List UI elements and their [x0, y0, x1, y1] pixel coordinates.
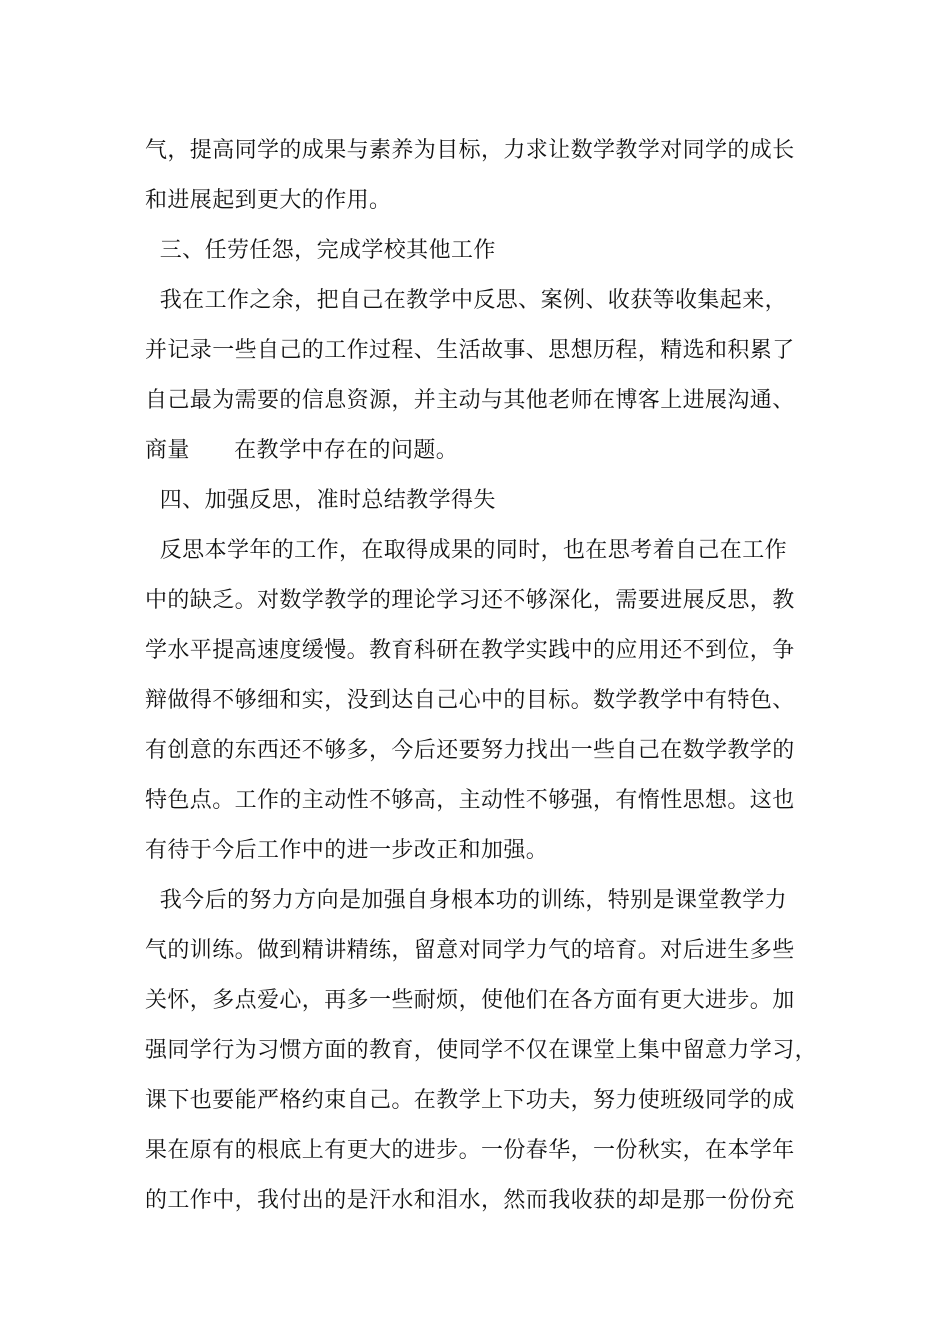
text-line: 有创意的东西还不够多，今后还要努力找出一些自己在数学教学的	[145, 738, 795, 763]
text-line: 我今后的努力方向是加强自身根本功的训练，特别是课堂教学力	[145, 888, 787, 913]
section-heading: 四、加强反思，准时总结教学得失	[145, 488, 496, 513]
text-line: 并记录一些自己的工作过程、生活故事、思想历程，精选和积累了	[145, 338, 795, 363]
text-line: 学水平提高速度缓慢。教育科研在教学实践中的应用还不到位，争	[145, 638, 795, 663]
section-heading: 三、任劳任怨，完成学校其他工作	[145, 238, 496, 263]
text-line: 气，提高同学的成果与素养为目标，力求让数学教学对同学的成长	[145, 138, 795, 163]
text-line: 有待于今后工作中的进一步改正和加强。	[145, 838, 549, 863]
text-line: 商量 在教学中存在的问题。	[145, 438, 459, 463]
text-line: 的工作中，我付出的是汗水和泪水，然而我收获的却是那一份份充	[145, 1188, 795, 1213]
text-line: 气的训练。做到精讲精练，留意对同学力气的培育。对后进生多些	[145, 938, 795, 963]
text-line: 课下也要能严格约束自己。在教学上下功夫，努力使班级同学的成	[145, 1088, 795, 1113]
text-line: 特色点。工作的主动性不够高，主动性不够强，有惰性思想。这也	[145, 788, 795, 813]
text-line: 反思本学年的工作，在取得成果的同时，也在思考着自己在工作	[145, 538, 787, 563]
text-line: 我在工作之余，把自己在教学中反思、案例、收获等收集起来，	[145, 288, 787, 313]
text-line: 果在原有的根底上有更大的进步。一份春华，一份秋实，在本学年	[145, 1138, 795, 1163]
text-line: 自己最为需要的信息资源，并主动与其他老师在博客上进展沟通、	[145, 388, 795, 413]
text-line: 辩做得不够细和实，没到达自己心中的目标。数学教学中有特色、	[145, 688, 795, 713]
text-line: 关怀，多点爱心，再多一些耐烦，使他们在各方面有更大进步。加	[145, 988, 795, 1013]
text-line: 和进展起到更大的作用。	[145, 188, 392, 213]
text-line: 强同学行为习惯方面的教育，使同学不仅在课堂上集中留意力学习，	[145, 1038, 818, 1063]
text-line: 中的缺乏。对数学教学的理论学习还不够深化，需要进展反思，教	[145, 588, 795, 613]
